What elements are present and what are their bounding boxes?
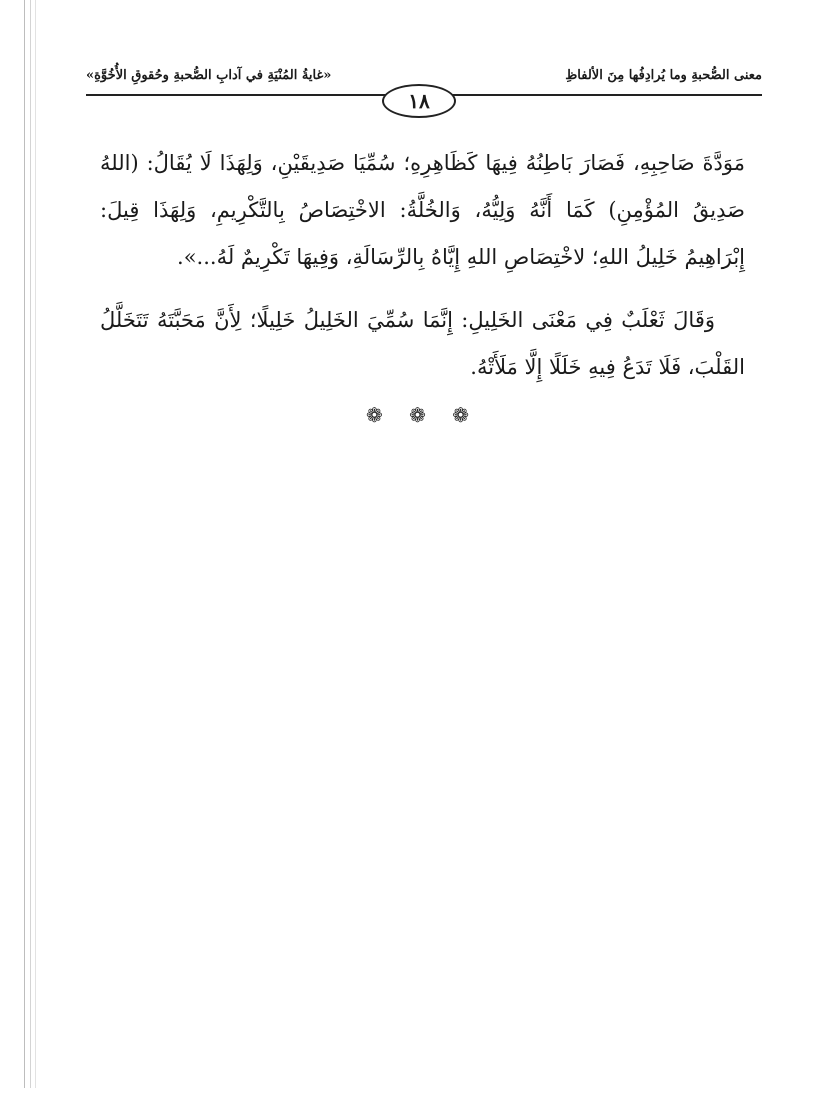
- margin-line: [24, 0, 25, 1088]
- section-end-ornaments: [100, 403, 745, 427]
- flower-ornament-icon: ❁: [409, 403, 436, 427]
- margin-line: [30, 0, 31, 1088]
- page-body: [100, 140, 745, 427]
- margin-line: [35, 0, 36, 1088]
- paragraph: وَقَالَ ثَعْلَبٌ فِي مَعْنَى الخَلِيلِ: إِنَّمَا سُمِّيَ الخَلِيلُ خَلِيلًا؛ لِأَنَّ مَحَبَّتَهُ تَتَخَلَّلُ القَلْبَ، فَلَا تَدَعُ فِيهِ خَلَلًا إِلَّا مَلَأَتْهُ.: [100, 308, 745, 379]
- book-title: «غايةُ المُنْيَةِ في آدابِ الصُّحبةِ وحُقوقِ الأُخُوَّةِ»: [86, 68, 332, 83]
- paragraph: مَوَدَّةَ صَاحِبِهِ، فَصَارَ بَاطِنُهُ فِيهَا كَظَاهِرِهِ؛ سُمِّيَا صَدِيقَيْنِ، وَلِهَذَا لَا يُقَالُ: (اللهُ صَدِيقُ المُؤْمِنِ) كَمَا أَنَّهُ وَلِيُّهُ، وَالخُلَّةُ: الاخْتِصَاصُ بِالتَّكْرِيمِ، وَلِهَذَا قِيلَ: إِبْرَاهِيمُ خَلِيلُ اللهِ؛ لاخْتِصَاصِ اللهِ إِيَّاهُ بِالرِّسَالَةِ، وَفِيهَا تَكْرِيمٌ لَهُ...».: [100, 151, 745, 269]
- flower-ornament-icon: ❁: [365, 403, 393, 427]
- chapter-title: معنى الصُّحبةِ وما يُرادِفُها مِنَ الألفاظِ: [565, 68, 762, 83]
- flower-ornament-icon: ❁: [452, 403, 479, 427]
- page-number-badge: [382, 84, 456, 118]
- page-number: ١٨: [408, 89, 430, 113]
